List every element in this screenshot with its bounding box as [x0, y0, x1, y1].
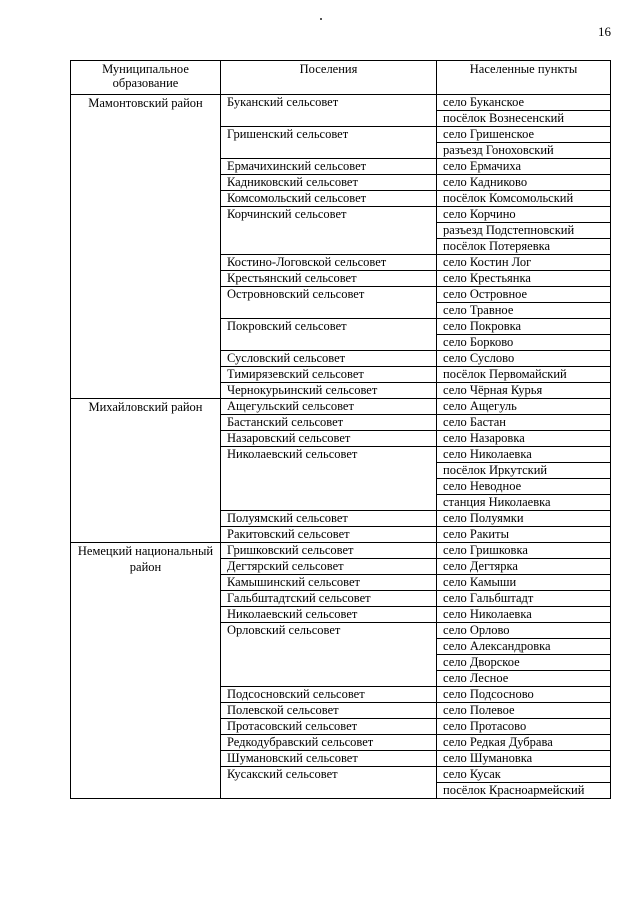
- settlement-cell: Кусакский сельсовет: [221, 767, 437, 799]
- settlement-cell: Крестьянский сельсовет: [221, 271, 437, 287]
- settlement-cell: Сусловский сельсовет: [221, 351, 437, 367]
- settlement-cell: Чернокурьинский сельсовет: [221, 383, 437, 399]
- settlement-cell: Ащегульский сельсовет: [221, 399, 437, 415]
- locality-cell: село Кусак: [437, 767, 611, 783]
- settlement-cell: Корчинский сельсовет: [221, 207, 437, 255]
- locality-cell: село Александровка: [437, 639, 611, 655]
- settlement-cell: Николаевский сельсовет: [221, 447, 437, 511]
- locality-cell: село Кадниково: [437, 175, 611, 191]
- header-municipality: Муниципальное образование: [71, 61, 221, 95]
- municipality-cell: Михайловский район: [71, 399, 221, 543]
- settlement-cell: Подсосновский сельсовет: [221, 687, 437, 703]
- settlement-cell: Бастанский сельсовет: [221, 415, 437, 431]
- locality-cell: село Корчино: [437, 207, 611, 223]
- locality-cell: село Костин Лог: [437, 255, 611, 271]
- locality-cell: село Орлово: [437, 623, 611, 639]
- settlement-cell: Буканский сельсовет: [221, 95, 437, 127]
- locality-cell: село Николаевка: [437, 447, 611, 463]
- settlement-cell: Полевской сельсовет: [221, 703, 437, 719]
- scan-dot: [320, 18, 322, 20]
- locality-cell: посёлок Потеряевка: [437, 239, 611, 255]
- settlement-cell: Кадниковский сельсовет: [221, 175, 437, 191]
- settlement-cell: Редкодубравский сельсовет: [221, 735, 437, 751]
- settlement-cell: Покровский сельсовет: [221, 319, 437, 351]
- municipality-cell: Немецкий национальный район: [71, 543, 221, 799]
- locality-cell: село Ащегуль: [437, 399, 611, 415]
- locality-cell: посёлок Первомайский: [437, 367, 611, 383]
- table-row: [71, 95, 611, 111]
- locality-cell: село Крестьянка: [437, 271, 611, 287]
- locality-cell: разъезд Гоноховский: [437, 143, 611, 159]
- locality-cell: станция Николаевка: [437, 495, 611, 511]
- settlement-cell: Гришенский сельсовет: [221, 127, 437, 159]
- table-row: [71, 399, 611, 415]
- settlement-cell: Камышинский сельсовет: [221, 575, 437, 591]
- settlement-cell: Орловский сельсовет: [221, 623, 437, 687]
- locality-cell: село Неводное: [437, 479, 611, 495]
- settlement-cell: Назаровский сельсовет: [221, 431, 437, 447]
- settlement-cell: Островновский сельсовет: [221, 287, 437, 319]
- locality-cell: посёлок Вознесенский: [437, 111, 611, 127]
- locality-cell: посёлок Красноармейский: [437, 783, 611, 799]
- locality-cell: село Гришенское: [437, 127, 611, 143]
- settlement-cell: Гальбштадтский сельсовет: [221, 591, 437, 607]
- header-localities: Населенные пункты: [437, 61, 611, 95]
- municipality-cell: Мамонтовский район: [71, 95, 221, 399]
- locality-cell: разъезд Подстепновский: [437, 223, 611, 239]
- page-number: 16: [598, 24, 611, 39]
- locality-cell: село Протасово: [437, 719, 611, 735]
- settlement-cell: Протасовский сельсовет: [221, 719, 437, 735]
- locality-cell: село Редкая Дубрава: [437, 735, 611, 751]
- locality-cell: село Бастан: [437, 415, 611, 431]
- locality-cell: село Чёрная Курья: [437, 383, 611, 399]
- locality-cell: село Покровка: [437, 319, 611, 335]
- locality-cell: село Дегтярка: [437, 559, 611, 575]
- locality-cell: село Дворское: [437, 655, 611, 671]
- table-header-row: [71, 61, 611, 95]
- locality-cell: село Травное: [437, 303, 611, 319]
- locality-cell: село Шумановка: [437, 751, 611, 767]
- table-body: [71, 95, 611, 799]
- settlement-cell: Полуямский сельсовет: [221, 511, 437, 527]
- locality-cell: село Назаровка: [437, 431, 611, 447]
- settlement-cell: Шумановский сельсовет: [221, 751, 437, 767]
- table-row: [71, 543, 611, 559]
- settlement-cell: Николаевский сельсовет: [221, 607, 437, 623]
- settlement-cell: Гришковский сельсовет: [221, 543, 437, 559]
- locality-cell: село Ракиты: [437, 527, 611, 543]
- locality-cell: село Полуямки: [437, 511, 611, 527]
- locality-cell: село Ермачиха: [437, 159, 611, 175]
- locality-cell: село Суслово: [437, 351, 611, 367]
- settlements-table: [70, 60, 611, 799]
- locality-cell: село Подсосново: [437, 687, 611, 703]
- locality-cell: село Полевое: [437, 703, 611, 719]
- settlement-cell: Ермачихинский сельсовет: [221, 159, 437, 175]
- locality-cell: посёлок Иркутский: [437, 463, 611, 479]
- locality-cell: село Гришковка: [437, 543, 611, 559]
- locality-cell: посёлок Комсомольский: [437, 191, 611, 207]
- settlement-cell: Дегтярский сельсовет: [221, 559, 437, 575]
- locality-cell: село Буканское: [437, 95, 611, 111]
- locality-cell: село Николаевка: [437, 607, 611, 623]
- locality-cell: село Островное: [437, 287, 611, 303]
- locality-cell: село Гальбштадт: [437, 591, 611, 607]
- settlement-cell: Комсомольский сельсовет: [221, 191, 437, 207]
- settlement-cell: Ракитовский сельсовет: [221, 527, 437, 543]
- settlement-cell: Тимирязевский сельсовет: [221, 367, 437, 383]
- locality-cell: село Борково: [437, 335, 611, 351]
- header-settlements: Поселения: [221, 61, 437, 95]
- locality-cell: село Камыши: [437, 575, 611, 591]
- locality-cell: село Лесное: [437, 671, 611, 687]
- settlement-cell: Костино-Логовской сельсовет: [221, 255, 437, 271]
